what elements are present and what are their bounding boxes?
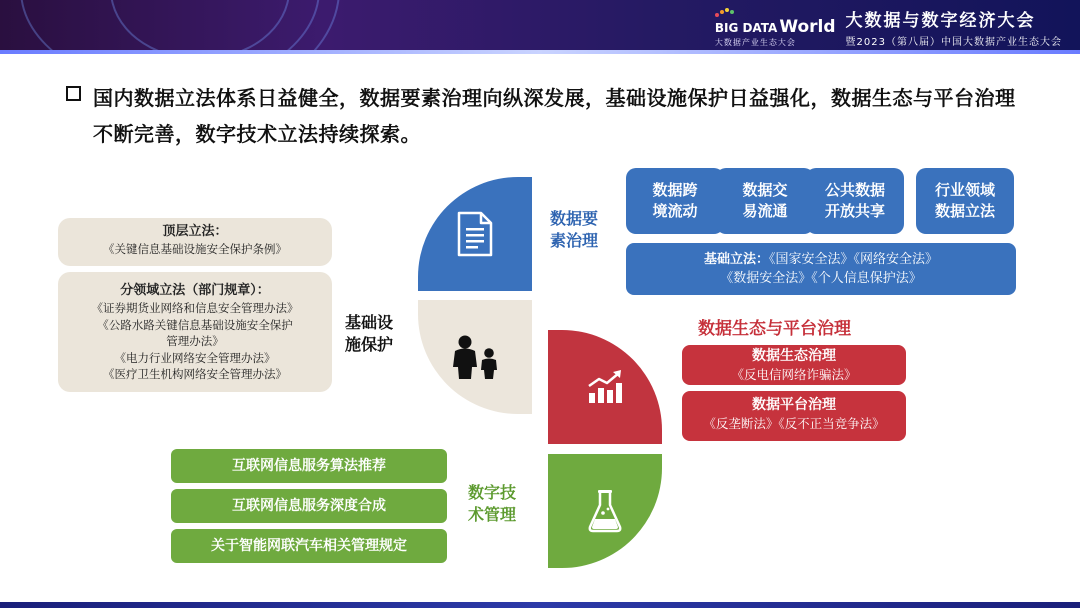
label-line: 施保护 (345, 335, 394, 354)
family-icon (447, 335, 503, 379)
sector-law: 《公路水路关键信息基础设施安全保护 (97, 317, 293, 332)
ecosystem-governance-law: 《反电信网络诈骗法》 (731, 367, 857, 382)
top-level-legislation-box (58, 218, 332, 266)
petal-infrastructure (418, 300, 532, 414)
platform-governance-title: 数据平台治理 (752, 397, 836, 413)
label-digital-tech (468, 482, 516, 526)
top-level-title: 顶层立法： (162, 224, 228, 239)
petal-digital-tech (548, 454, 662, 568)
label-line: 素治理 (550, 231, 599, 250)
header-banner (0, 0, 1080, 54)
petal-ecosystem (548, 330, 662, 444)
sector-legislation-box (58, 272, 332, 392)
event-title: 大数据与数字经济大会 (845, 11, 1036, 31)
basic-legislation-box (626, 243, 1016, 295)
logo-big-data: BIG DATA (714, 20, 778, 35)
platform-governance-box (682, 391, 906, 441)
card-line: 境流动 (652, 202, 698, 220)
event-logo (715, 8, 836, 47)
document-icon (455, 211, 495, 257)
ecosystem-governance-title: 数据生态治理 (752, 348, 836, 364)
label-line: 术管理 (468, 505, 517, 524)
bullet-square-icon (66, 86, 81, 101)
ecosystem-governance-box (682, 345, 906, 385)
tech-item-connected-vehicles: 关于智能网联汽车相关管理规定 (171, 529, 447, 563)
card-line: 数据交 (742, 181, 788, 199)
tech-item-deep-synthesis: 互联网信息服务深度合成 (171, 489, 447, 523)
logo-world: World (779, 16, 836, 37)
label-line: 数据要 (550, 209, 599, 228)
footer-bar (0, 602, 1080, 608)
card-data-trading (716, 168, 814, 234)
headline (66, 80, 1026, 152)
sector-law: 《证券期货业网络和信息安全管理办法》 (91, 301, 299, 315)
card-line: 公共数据 (824, 181, 885, 199)
label-data-elements (550, 208, 598, 252)
banner-stripe (0, 50, 1080, 54)
basic-law-title: 基础立法： (703, 252, 769, 267)
card-cross-border-data (626, 168, 724, 234)
flask-icon (587, 489, 623, 533)
growth-chart-icon (585, 369, 625, 405)
petal-data-elements (418, 177, 532, 291)
top-level-law: 《关键信息基础设施安全保护条例》 (103, 242, 287, 256)
basic-law-line2: 《数据安全法》《个人信息保护法》 (720, 271, 922, 286)
sector-title: 分领域立法（部门规章）： (120, 283, 270, 298)
label-line: 数字技 (468, 483, 517, 502)
card-line: 易流通 (742, 202, 788, 220)
sector-law: 《医疗卫生机构网络安全管理办法》 (103, 367, 287, 381)
card-public-data (806, 168, 904, 234)
event-subtitle: 暨2023（第八届）中国大数据产业生态大会 (845, 37, 1062, 48)
card-industry-legislation (916, 168, 1014, 234)
platform-governance-law: 《反垄断法》《反不正当竞争法》 (703, 416, 885, 431)
basic-law-line1 (626, 250, 1016, 269)
sector-law: 管理办法》 (166, 334, 224, 348)
basic-law-line1-rest: 《国家安全法》《网络安全法》 (769, 252, 939, 267)
event-brand (715, 6, 1062, 48)
card-line: 数据立法 (934, 202, 995, 220)
card-line: 开放共享 (824, 202, 885, 220)
logo-dots-icon (715, 8, 737, 18)
sector-law: 《电力行业网络安全管理办法》 (114, 350, 276, 365)
label-ecosystem: 数据生态与平台治理 (698, 319, 851, 339)
card-line: 行业领域 (934, 181, 995, 199)
card-line: 数据跨 (652, 181, 698, 199)
label-line: 基础设 (345, 313, 394, 332)
label-infrastructure (345, 312, 393, 356)
tech-item-algorithm: 互联网信息服务算法推荐 (171, 449, 447, 483)
headline-text: 国内数据立法体系日益健全，数据要素治理向纵深发展，基础设施保护日益强化，数据生态与平台治理不断完善，数字技术立法持续探索。 (93, 86, 1016, 146)
logo-subtitle: 大数据产业生态大会 (714, 37, 796, 47)
